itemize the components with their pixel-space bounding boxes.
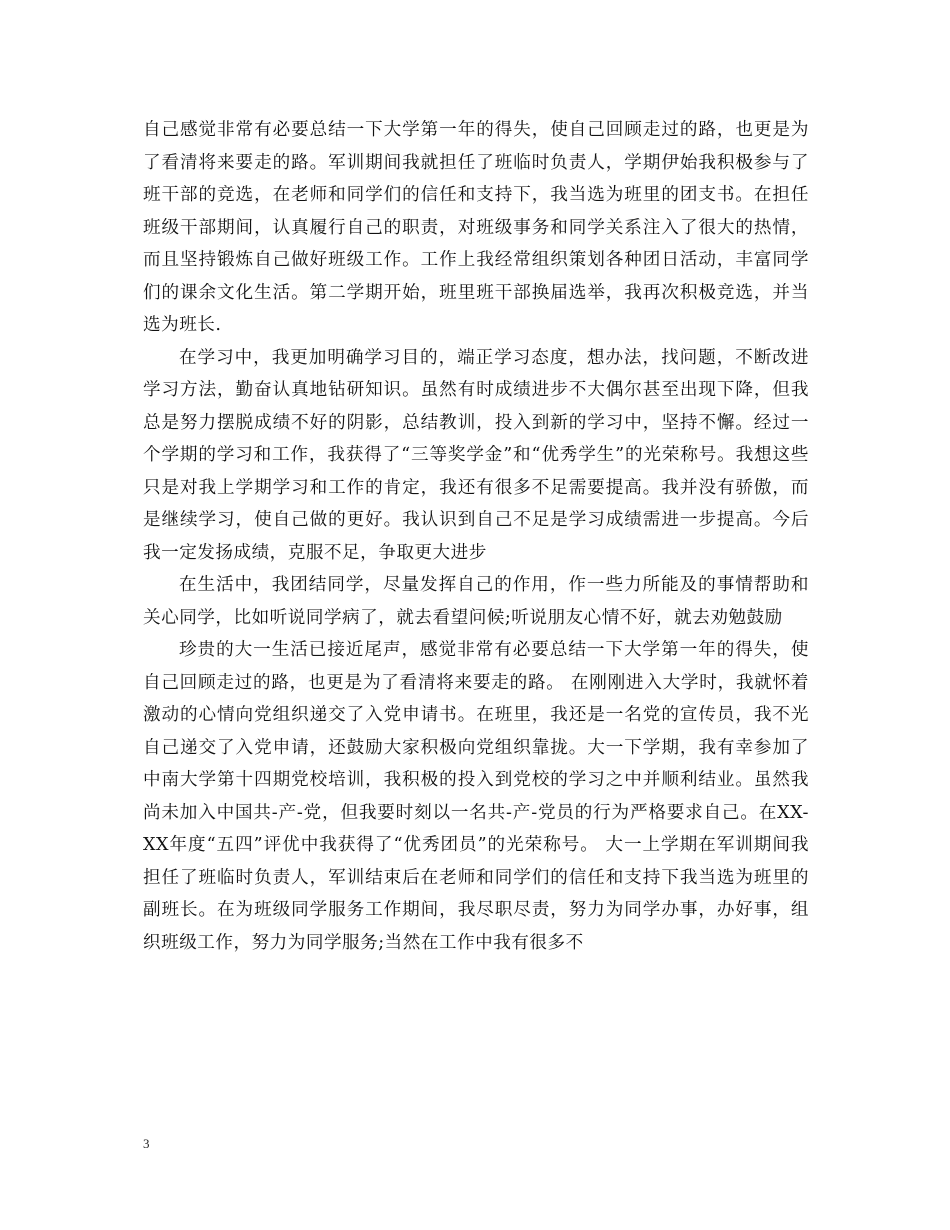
document-body <box>143 114 809 959</box>
paragraph-1: 自己感觉非常有必要总结一下大学第一年的得失，使自己回顾走过的路，也更是为了看清将来要走的路。军训期间我就担任了班临时负责人，学期伊始我积极参与了班干部的竞选，在老师和同学们的信任和支持下，我当选为班里的团支书。在担任班级干部期间，认真履行自己的职责，对班级事务和同学关系注入了很大的热情，而且坚持锻炼自己做好班级工作。工作上我经常组织策划各种团日活动，丰富同学们的课余文化生活。第二学期开始，班里班干部换届选举，我再次积极竞选，并当选为班长. <box>143 120 809 335</box>
page-number: 3 <box>143 1136 150 1151</box>
paragraph-2: 在学习中，我更加明确学习目的，端正学习态度，想办法，找问题，不断改进学习方法，勤奋认真地钻研知识。虽然有时成绩进步不大偶尔甚至出现下降，但我总是努力摆脱成绩不好的阴影，总结教训，投入到新的学习中，坚持不懈。经过一个学期的学习和工作，我获得了“三等奖学金”和“优秀学生”的光荣称号。我想这些只是对我上学期学习和工作的肯定，我还有很多不足需要提高。我并没有骄傲，而是继续学习，使自己做的更好。我认识到自己不足是学习成绩需进一步提高。今后我一定发扬成绩，克服不足，争取更大进步 <box>143 347 809 563</box>
paragraph-3: 在生活中，我团结同学，尽量发挥自己的作用，作一些力所能及的事情帮助和关心同学，比如听说同学病了，就去看望问候;听说朋友心情不好，就去劝勉鼓励 <box>143 575 809 628</box>
paragraph-4: 珍贵的大一生活已接近尾声，感觉非常有必要总结一下大学第一年的得失，使自己回顾走过的路，也更是为了看清将来要走的路。 在刚刚进入大学时，我就怀着激动的心情向党组织递交了入党申请书。在班里，我还是一名党的宣传员，我不光自己递交了入党申请，还鼓励大家积极向党组织靠拢。大一下学期，我有幸参加了中南大学第十四期党校培训，我积极的投入到党校的学习之中并顺利结业。虽然我尚未加入中国共-产-党，但我要时刻以一名共-产-党员的行为严格要求自己。在XX-XX年度“五四”评优中我获得了“优秀团员”的光荣称号。 大一上学期在军训期间我担任了班临时负责人，军训结束后在老师和同学们的信任和支持下我当选为班里的副班长。在为班级同学服务工作期间，我尽职尽责，努力为同学办事，办好事，组织班级工作，努力为同学服务;当然在工作中我有很多不 <box>143 640 809 953</box>
